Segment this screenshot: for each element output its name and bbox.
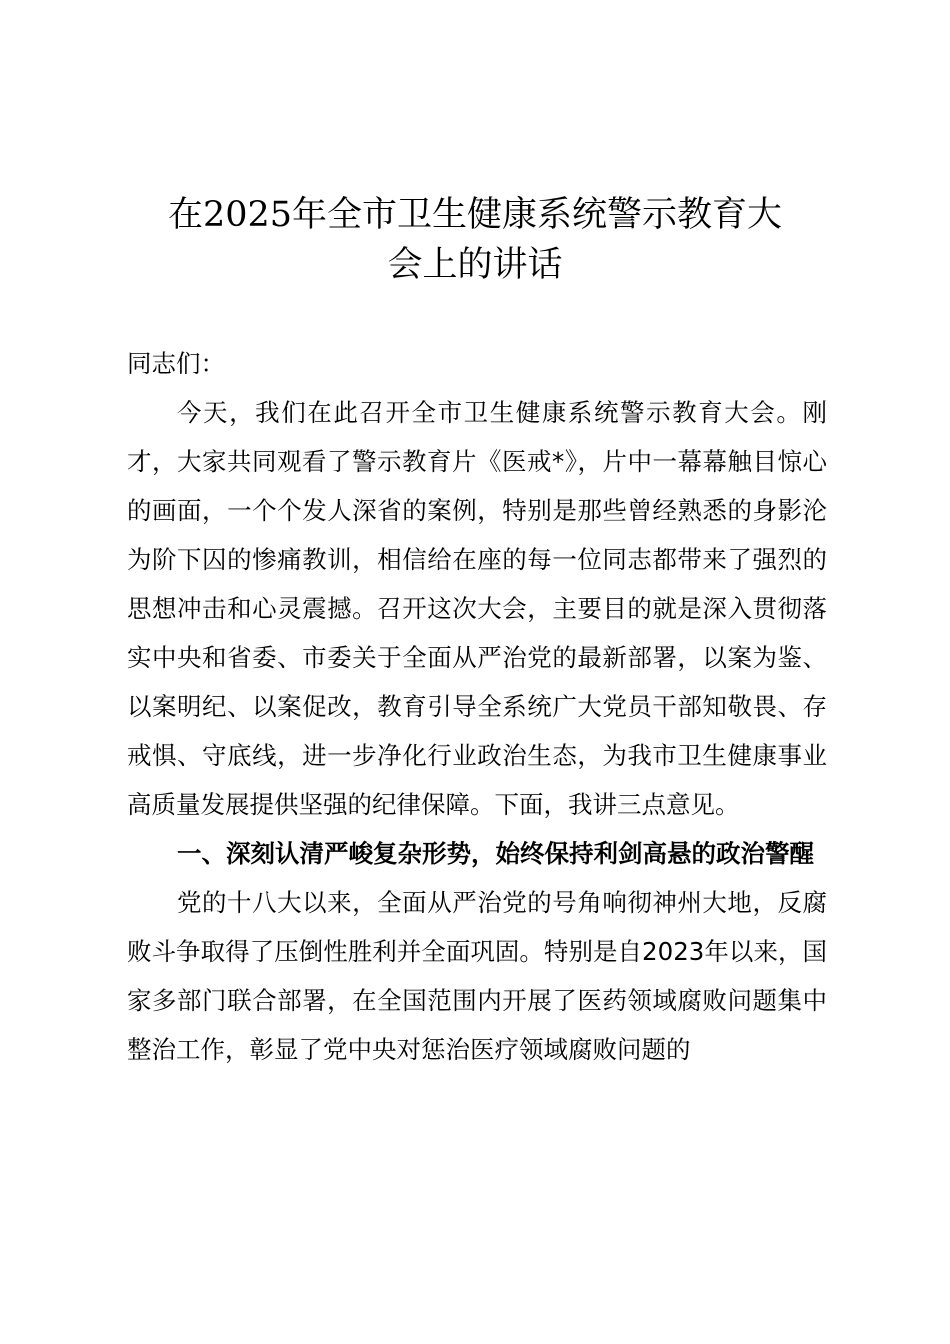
document-body (127, 339, 827, 1074)
salutation: 同志们： (127, 349, 225, 378)
title-line-2: 会上的讲话 (387, 245, 563, 285)
document-title (110, 190, 840, 290)
paragraph-intro: 今天，我们在此召开全市卫生健康系统警示教育大会。刚才，大家共同观看了警示教育片《医戒*》，片中一幕幕触目惊心的画面，一个个发人深省的案例，特别是那些曾经熟悉的身影沦为阶下囚的惨痛教训，相信给在座的每一位同志都带来了强烈的思想冲击和心灵震撼。召开这次大会，主要目的就是深入贯彻落实中央和省委、市委关于全面从严治党的最新部署，以案为鉴、以案明纪、以案促改，教育引导全系统广大党员干部知敬畏、存戒惧、守底线，进一步净化行业政治生态，为我市卫生健康事业高质量发展提供坚强的纪律保障。下面，我讲三点意见。 (127, 398, 827, 819)
title-line-1: 在2025年全市卫生健康系统警示教育大 (167, 195, 783, 235)
paragraph-section-1: 党的十八大以来，全面从严治党的号角响彻神州大地，反腐败斗争取得了压倒性胜利并全面巩固。特别是自2023年以来，国家多部门联合部署，在全国范围内开展了医药领域腐败问题集中整治工作，彰显了党中央对惩治医疗领域腐败问题的 (127, 888, 827, 1064)
section-heading-1: 一、深刻认清严峻复杂形势，始终保持利剑高悬的政治警醒 (177, 839, 814, 868)
